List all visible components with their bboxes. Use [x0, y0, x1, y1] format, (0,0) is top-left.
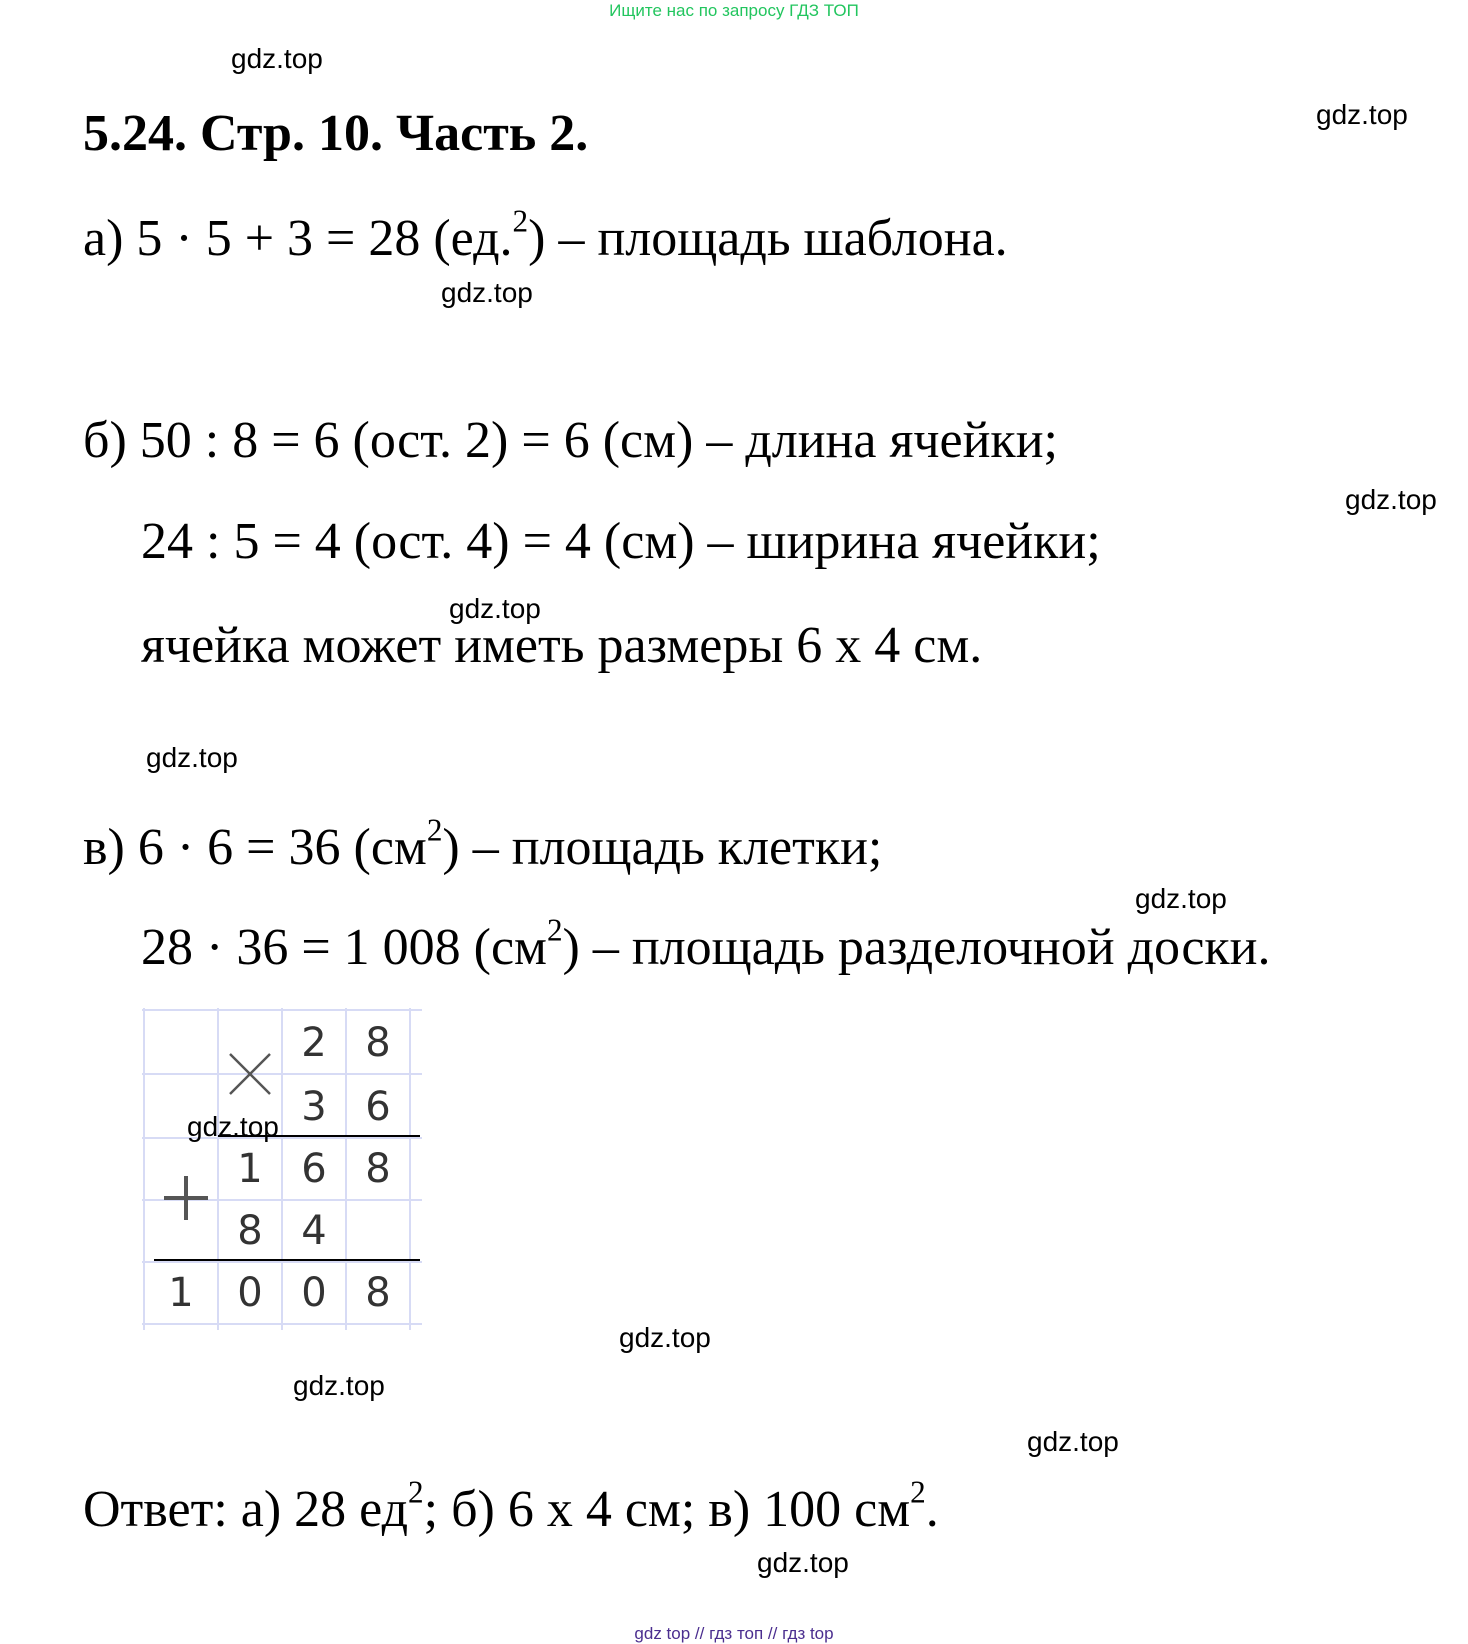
page-title: 5.24. Стр. 10. Часть 2.: [83, 105, 589, 162]
search-banner[interactable]: Ищите нас по запросу ГДЗ ТОП: [609, 1, 859, 20]
watermark: gdz.top: [449, 593, 541, 624]
part-a-line: [83, 203, 1008, 267]
watermark: gdz.top: [146, 742, 238, 773]
answer-text: Ответ: а) 28 ед: [83, 1481, 409, 1538]
part-b-line-2: 24 : 5 = 4 (ост. 4) = 4 (см) – ширина ячейки;: [141, 513, 1101, 570]
multiplication-grid: [142, 1008, 422, 1330]
watermark: gdz.top: [619, 1322, 711, 1353]
answer-line: [83, 1474, 939, 1538]
watermark: gdz.top: [1027, 1426, 1119, 1457]
part-b-line-3: ячейка может иметь размеры 6 х 4 см.: [141, 617, 983, 674]
grid-digit: 0: [237, 1270, 263, 1316]
watermark: gdz.top: [1316, 99, 1408, 130]
exponent: 2: [512, 203, 529, 239]
part-c-text-end: ) – площадь клетки;: [442, 819, 883, 876]
grid-digit: 0: [301, 1270, 327, 1316]
part-c-text: в) 6 · 6 = 36 (см: [83, 819, 427, 876]
watermark: gdz.top: [441, 277, 533, 308]
part-a-text: а) 5 · 5 + 3 = 28 (ед.: [83, 210, 513, 267]
part-c-line-1: [83, 812, 883, 876]
exponent: 2: [426, 812, 443, 848]
grid-digit: 1: [237, 1146, 263, 1192]
grid-digit: 8: [237, 1208, 263, 1254]
watermark: gdz.top: [1135, 883, 1227, 914]
part-c-line-2: [141, 912, 1271, 976]
part-c-text: 28 · 36 = 1 008 (см: [141, 919, 547, 976]
part-b-line-1: б) 50 : 8 = 6 (ост. 2) = 6 (см) – длина ячейки;: [83, 412, 1058, 469]
grid-digit: 4: [301, 1208, 327, 1254]
answer-text: ; б) 6 х 4 см; в) 100 см: [423, 1481, 911, 1538]
watermark: gdz.top: [293, 1370, 385, 1401]
grid-digit: 3: [301, 1084, 327, 1130]
part-c-text-end: ) – площадь разделочной доски.: [562, 919, 1271, 976]
grid-digit: 2: [301, 1020, 327, 1066]
answer-text-end: .: [925, 1481, 939, 1538]
grid-digit: 6: [301, 1146, 327, 1192]
grid-digit: 8: [365, 1146, 391, 1192]
watermark: gdz.top: [757, 1547, 849, 1578]
grid-digit: 1: [168, 1270, 194, 1316]
grid-digit: 8: [365, 1020, 391, 1066]
footer-links[interactable]: gdz top // гдз топ // гдз top: [634, 1624, 834, 1643]
watermark: gdz.top: [231, 43, 323, 74]
exponent: 2: [546, 912, 563, 948]
grid-digit: 6: [365, 1084, 391, 1130]
grid-digit: 8: [365, 1270, 391, 1316]
exponent: 2: [910, 1474, 926, 1510]
watermark: gdz.top: [187, 1111, 279, 1142]
plus-sign-icon: [164, 1176, 208, 1220]
exponent: 2: [408, 1474, 424, 1510]
part-a-text-end: ) – площадь шаблона.: [528, 210, 1008, 267]
watermark: gdz.top: [1345, 484, 1437, 515]
